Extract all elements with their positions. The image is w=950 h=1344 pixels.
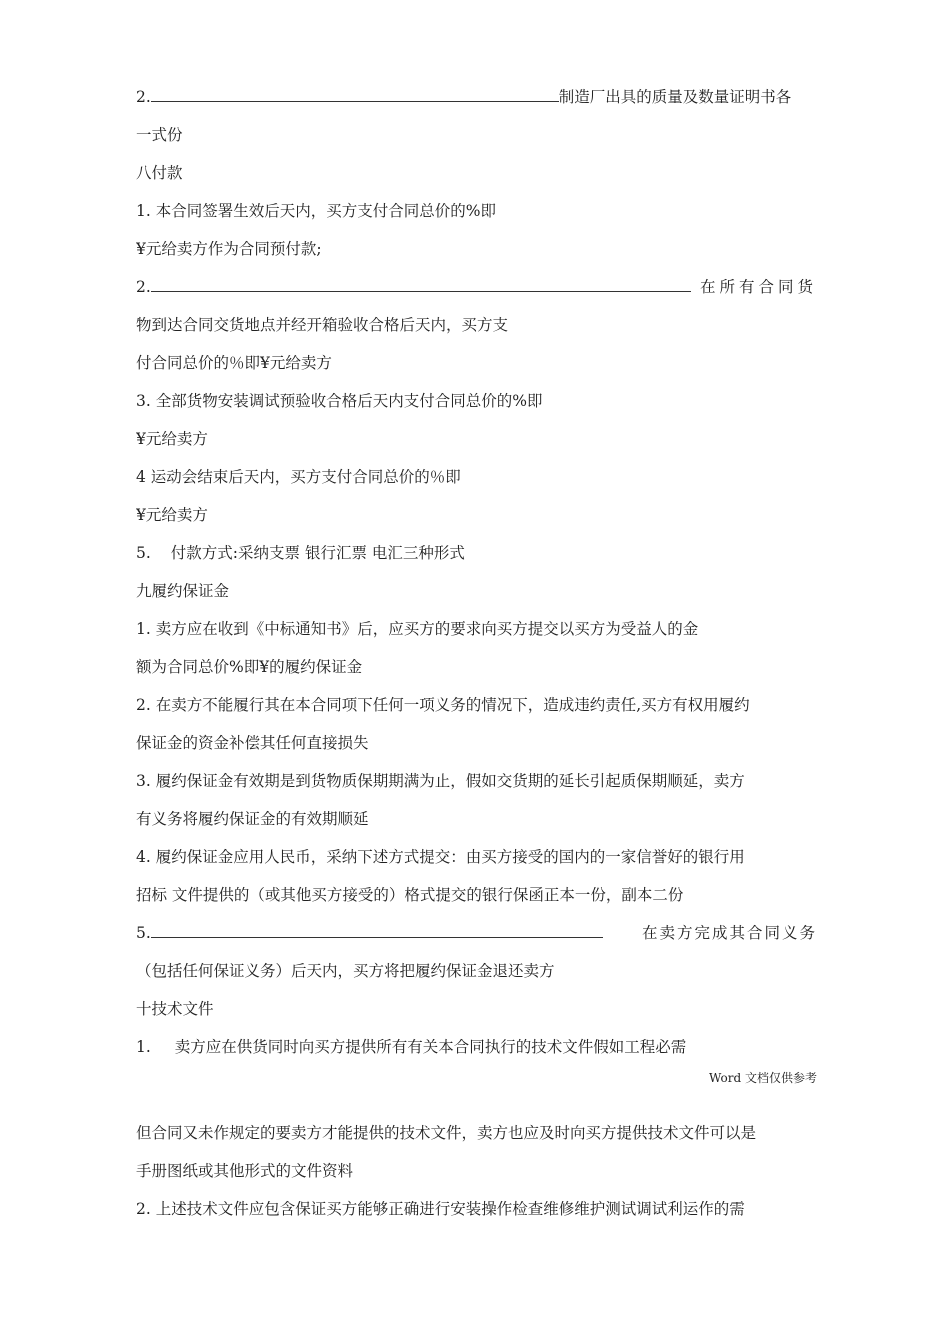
fill-in-blank bbox=[151, 86, 559, 102]
text-line: 4 运动会结束后天内，买方支付合同总价的％即 bbox=[136, 468, 461, 486]
line-text: 卖方应在供货同时向买方提供所有有关本合同执行的技术文件假如工程必需 bbox=[174, 1038, 687, 1056]
text-line: ¥元给卖方 bbox=[136, 430, 208, 448]
text-line: 1. 本合同签署生效后天内，买方支付合同总价的%即 bbox=[136, 202, 496, 220]
line-text: 制造厂出具的质量及数量证明书各 bbox=[558, 88, 792, 106]
item-number: 2. bbox=[136, 88, 151, 106]
text-line: 但合同又未作规定的要卖方才能提供的技术文件，卖方也应及时向买方提供技术文件可以是 bbox=[136, 1124, 757, 1142]
text-line: 3. 履约保证金有效期是到货物质保期期满为止，假如交货期的延长引起质保期顺延，卖方 bbox=[136, 772, 745, 790]
text-line bbox=[136, 542, 817, 564]
text-line bbox=[136, 276, 817, 298]
page-footer-note: Word 文档仅供参考 bbox=[709, 1071, 817, 1085]
line-text: 付款方式:采纳支票 银行汇票 电汇三种形式 bbox=[170, 544, 465, 562]
line-text: 在所有合同货 bbox=[699, 278, 817, 296]
line-left bbox=[136, 276, 691, 298]
text-line: 一式份 bbox=[136, 126, 183, 144]
text-line: ¥元给卖方作为合同预付款; bbox=[136, 240, 322, 258]
text-line: 4. 履约保证金应用人民币，采纳下述方式提交：由买方接受的国内的一家信誉好的银行用 bbox=[136, 848, 745, 866]
section-heading: 十技术文件 bbox=[136, 1000, 214, 1018]
text-line: 物到达合同交货地点并经开箱验收合格后天内，买方支 bbox=[136, 316, 509, 334]
text-line: 付合同总价的％即¥元给卖方 bbox=[136, 354, 332, 372]
text-line: 2. 在卖方不能履行其在本合同项下任何一项义务的情况下，造成违约责任,买方有权用履约 bbox=[136, 696, 750, 714]
line-left bbox=[136, 922, 603, 944]
item-number: 2. bbox=[136, 278, 151, 296]
text-line: 有义务将履约保证金的有效期顺延 bbox=[136, 810, 369, 828]
line-text: 在卖方完成其合同义务 bbox=[641, 924, 817, 942]
text-line: 2. 上述技术文件应包含保证买方能够正确进行安装操作检查维修维护测试调试利运作的需 bbox=[136, 1200, 745, 1218]
text-line: 额为合同总价%即¥的履约保证金 bbox=[136, 658, 363, 676]
text-line bbox=[136, 1036, 817, 1058]
text-line: 手册图纸或其他形式的文件资料 bbox=[136, 1162, 354, 1180]
text-line: 3. 全部货物安装调试预验收合格后天内支付合同总价的%即 bbox=[136, 392, 543, 410]
section-heading: 八付款 bbox=[136, 164, 183, 182]
item-number: 1. bbox=[136, 1038, 151, 1056]
item-number: 5. bbox=[136, 544, 151, 562]
section-heading: 九履约保证金 bbox=[136, 582, 230, 600]
text-line bbox=[136, 86, 817, 108]
text-line: （包括任何保证义务）后天内，买方将把履约保证金退还卖方 bbox=[136, 962, 555, 980]
text-line: 招标 文件提供的（或其他买方接受的）格式提交的银行保函正本一份，副本二份 bbox=[136, 886, 684, 904]
fill-in-blank bbox=[151, 922, 603, 938]
item-number: 5. bbox=[136, 924, 151, 942]
fill-in-blank bbox=[151, 276, 691, 292]
text-line: 1. 卖方应在收到《中标通知书》后，应买方的要求向买方提交以买方为受益人的金 bbox=[136, 620, 699, 638]
text-line bbox=[136, 922, 817, 944]
text-line: ¥元给卖方 bbox=[136, 506, 208, 524]
text-line: 保证金的资金补偿其任何直接损失 bbox=[136, 734, 369, 752]
